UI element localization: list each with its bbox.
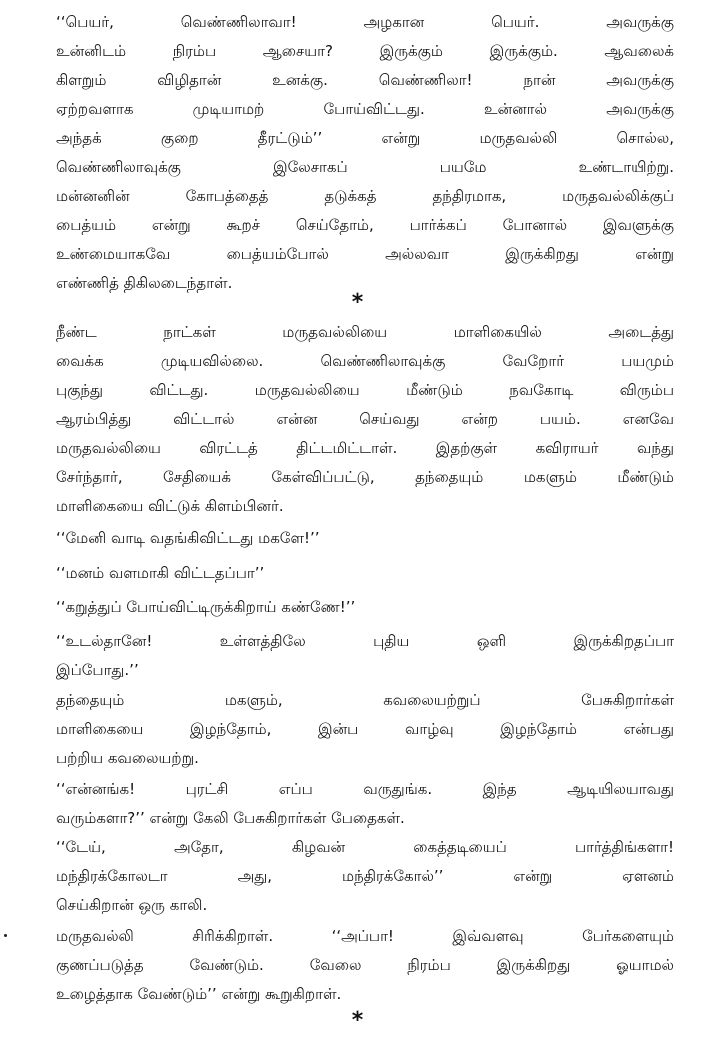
- text-line: இப்போது.’’: [56, 661, 139, 679]
- text-line: உண்மையாகவே பைத்யம்போல் அல்லவா இருக்கிறது என்று: [56, 245, 674, 263]
- section-separator: *: [351, 290, 364, 315]
- dialogue-paragraph: [56, 627, 674, 685]
- text-line: பற்றிய கவலையற்று.: [56, 749, 199, 767]
- text-line: எண்ணித் திகிலடைந்தாள்.: [56, 274, 233, 292]
- text-line: மந்திரக்கோலடா அது, மந்திரக்கோல்’’ என்று ஏளனம்: [56, 867, 674, 885]
- text-line: குணப்படுத்த வேண்டும். வேலை நிரம்ப இருக்கிறது ஓயாமல்: [56, 956, 674, 974]
- dialogue-paragraph: [56, 775, 674, 833]
- paragraph-3: [56, 686, 674, 773]
- text-line: சேர்ந்தார், சேதியைக் கேள்விப்பட்டு, தந்தையும் மகளும் மீண்டும்: [56, 468, 674, 486]
- text-line: மன்னனின் கோபத்தைத் தடுக்கத் தந்திரமாக, மருதவல்லிக்குப்: [56, 187, 674, 205]
- text-line: மருதவல்லியை விரட்டத் திட்டமிட்டாள். இதற்குள் கவிராயர் வந்து: [56, 439, 674, 457]
- text-line: செய்கிறான் ஒரு காலி.: [56, 896, 208, 914]
- text-line: உன்னிடம் நிரம்ப ஆசையா? இருக்கும் இருக்கும். ஆவலைக்: [56, 42, 674, 60]
- text-line: ‘‘மனம் வளமாகி விட்டதப்பா’’: [56, 564, 265, 582]
- text-line: அந்தக் குறை தீரட்டும்’’ என்று மருதவல்லி சொல்ல,: [56, 129, 674, 147]
- dialogue-line: [56, 524, 674, 553]
- text-line: உழைத்தாக வேண்டும்’’ என்று கூறுகிறாள்.: [56, 985, 342, 1003]
- text-line: ‘‘கறுத்துப் போய்விட்டிருக்கிறாய் கண்ணே!’’: [56, 598, 356, 616]
- text-line: கிளறும் விழிதான் உனக்கு. வெண்ணிலா! நான் அவருக்கு: [56, 71, 674, 89]
- text-line: மாளிகையை இழந்தோம், இன்ப வாழ்வு இழந்தோம் என்பது: [56, 720, 674, 738]
- text-line: புகுந்து விட்டது. மருதவல்லியை மீண்டும் நவகோடி விரும்ப: [56, 381, 674, 399]
- text-line: மருதவல்லி சிரிக்கிறாள். ‘‘அப்பா! இவ்வளவு பேர்களையும்: [56, 927, 674, 945]
- dialogue-line: [56, 593, 674, 622]
- dialogue-line: [56, 559, 674, 588]
- text-line: ‘‘பெயர், வெண்ணிலாவா! அழகான பெயர். அவருக்கு: [56, 13, 674, 31]
- paragraph-4: [56, 922, 674, 1009]
- dialogue-paragraph: [56, 833, 674, 920]
- text-line: நீண்ட நாட்கள் மருதவல்லியை மாளிகையில் அடைத்து: [56, 323, 674, 341]
- text-line: தந்தையும் மகளும், கவலையற்றுப் பேசுகிறார்கள்: [56, 691, 674, 709]
- paragraph-2: [56, 318, 674, 521]
- text-line: வரும்களா?’’ என்று கேலி பேசுகிறார்கள் பேதைகள்.: [56, 809, 405, 827]
- text-line: வைக்க முடியவில்லை. வெண்ணிலாவுக்கு வேறோர் பயமும்: [56, 352, 674, 370]
- text-line: ஆரம்பித்து விட்டால் என்ன செய்வது என்ற பயம். எனவே: [56, 410, 674, 428]
- text-line: ‘‘என்னங்க! புரட்சி எப்ப வருதுங்க. இந்த ஆடியிலயாவது: [56, 780, 674, 798]
- paragraph-1: [56, 8, 674, 298]
- text-line: பைத்யம் என்று கூறச் செய்தோம், பார்க்கப் போனால் இவளுக்கு: [56, 216, 674, 234]
- text-line: வெண்ணிலாவுக்கு இலேசாகப் பயமே உண்டாயிற்று.: [56, 158, 674, 176]
- scan-speck: [4, 934, 7, 937]
- text-line: ஏற்றவளாக முடியாமற் போய்விட்டது. உன்னால் அவருக்கு: [56, 100, 674, 118]
- text-line: ‘‘டேய், அதோ, கிழவன் கைத்தடியைப் பார்த்திங்களா!: [56, 838, 674, 856]
- text-line: மாளிகையை விட்டுக் கிளம்பினர்.: [56, 497, 284, 515]
- text-line: ‘‘உடல்தானே! உள்ளத்திலே புதிய ஒளி இருக்கிறதப்பா: [56, 632, 674, 650]
- section-separator: *: [351, 1008, 364, 1033]
- text-line: ‘‘மேனி வாடி வதங்கிவிட்டது மகளே!’’: [56, 529, 320, 547]
